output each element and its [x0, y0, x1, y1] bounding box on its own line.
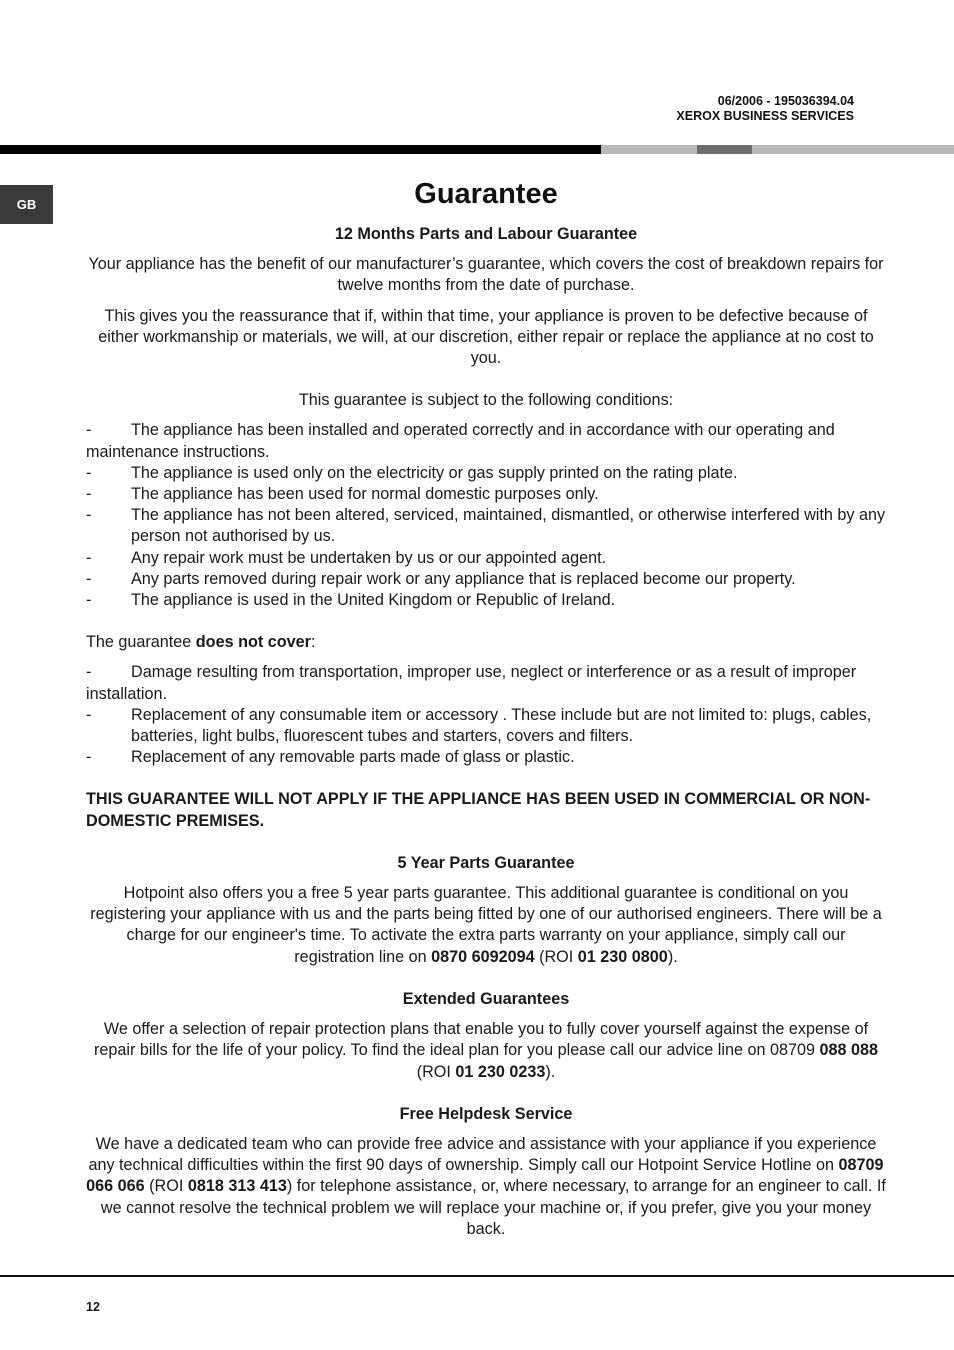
five-year-text: Hotpoint also offers you a free 5 year parts guarantee. This additional guarantee is conditional on you registering your appliance with us and the parts being fitted by one of our authorised engineers. There will be a charge for our engineer's time. To activate the extra parts warranty on your appliance, simply call our registration line on	[90, 884, 882, 966]
hotline-roi-phone: 0818 313 413	[187, 1177, 287, 1196]
list-item: - The appliance has not been altered, serviced, maintained, dismantled, or otherwise interfered with by any person not authorised by us.	[86, 505, 886, 547]
roi-prefix: (ROI	[416, 1062, 456, 1081]
not-cover-bold: does not cover	[195, 633, 311, 652]
footer-rule	[0, 1275, 954, 1277]
roi-prefix: (ROI	[534, 947, 578, 966]
roi-prefix: (ROI	[144, 1177, 188, 1196]
registration-roi-phone: 01 230 0800	[577, 947, 668, 966]
advice-phone: 088 088	[819, 1041, 879, 1060]
helpdesk-end: ) for telephone assistance, or, where necessary, to arrange for an engineer to call. If we cannot resolve the technical problem we will replace your machine or, if you prefer, give you your money back.	[100, 1177, 886, 1238]
not-cover-suffix: :	[310, 633, 316, 652]
page-number: 12	[86, 1300, 100, 1314]
paragraph-5-year	[86, 883, 886, 968]
paragraph-benefit: Your appliance has the benefit of our manufacturer’s guarantee, which covers the cost of breakdown repairs for twelve months from the date of purchase.	[88, 255, 884, 295]
page-title: Guarantee	[414, 178, 558, 210]
section-heading-extended: Extended Guarantees	[402, 989, 570, 1008]
helpdesk-text: We have a dedicated team who can provide free advice and assistance with your appliance if you experience any technical difficulties within the first 90 days of ownership. Simply call our Hotpoint Service Hotline on	[88, 1134, 877, 1175]
paragraph-end: ).	[545, 1062, 556, 1081]
list-item	[86, 420, 886, 462]
not-cover-prefix: The guarantee	[86, 633, 196, 652]
registration-phone: 0870 6092094	[431, 947, 535, 966]
company-name: XEROX BUSINESS SERVICES	[676, 109, 854, 123]
list-item: - Replacement of any consumable item or accessory . These include but are not limited to: plugs, cables, batteries, light bulbs, fluorescent tubes and starters, covers and filters.	[86, 705, 886, 747]
conditions-list	[86, 420, 886, 611]
not-cover-intro	[86, 632, 886, 653]
condition-text: The appliance has been installed and operated correctly and in accordance with our operating and maintenance instructions.	[86, 421, 835, 461]
list-item	[86, 662, 886, 704]
hotline-phone: 08709 066 066	[86, 1156, 884, 1196]
commercial-use-warning: THIS GUARANTEE WILL NOT APPLY IF THE APPLIANCE HAS BEEN USED IN COMMERCIAL OR NON-DOMESTIC PREMISES.	[86, 790, 871, 830]
advice-roi-phone: 01 230 0233	[455, 1062, 546, 1081]
paragraph-helpdesk	[86, 1134, 886, 1240]
paragraph-extended	[86, 1019, 886, 1083]
document-code	[676, 94, 854, 124]
paragraph-reassurance: This gives you the reassurance that if, within that time, your appliance is proven to be defective because of either workmanship or materials, we will, at our discretion, either repair or replace the appliance at no cost to you.	[98, 306, 874, 368]
list-item: - The appliance is used in the United Kingdom or Republic of Ireland.	[86, 590, 886, 611]
header-rule-dark-grey	[697, 145, 752, 154]
list-item: - Any parts removed during repair work or any appliance that is replaced become our property.	[86, 569, 886, 590]
list-item: - The appliance has been used for normal domestic purposes only.	[86, 484, 886, 505]
list-item: - Any repair work must be undertaken by us or our appointed agent.	[86, 548, 886, 569]
list-item: - The appliance is used only on the electricity or gas supply printed on the rating plate.	[86, 463, 886, 484]
extended-text: We offer a selection of repair protection plans that enable you to fully cover yourself against the expense of repair bills for the life of your policy. To find the ideal plan for you please call our advice line on 08709	[93, 1020, 869, 1060]
guarantee-content	[86, 224, 886, 1240]
language-tab: GB	[0, 185, 53, 224]
section-heading-helpdesk: Free Helpdesk Service	[399, 1104, 573, 1123]
header-rule-black	[0, 145, 601, 154]
header-rule-grey	[601, 145, 697, 154]
exclusion-text: Damage resulting from transportation, improper use, neglect or interference or as a result of improper installation.	[86, 663, 857, 703]
conditions-intro: This guarantee is subject to the following conditions:	[298, 391, 674, 410]
doc-code: 06/2006 - 195036394.04	[717, 94, 854, 108]
header-rule-grey-end	[752, 145, 954, 154]
paragraph-end: ).	[667, 947, 678, 966]
section-heading-12-months: 12 Months Parts and Labour Guarantee	[334, 225, 638, 243]
exclusions-list	[86, 662, 886, 768]
list-item: - Replacement of any removable parts made of glass or plastic.	[86, 747, 886, 768]
section-heading-5-year: 5 Year Parts Guarantee	[397, 853, 575, 872]
